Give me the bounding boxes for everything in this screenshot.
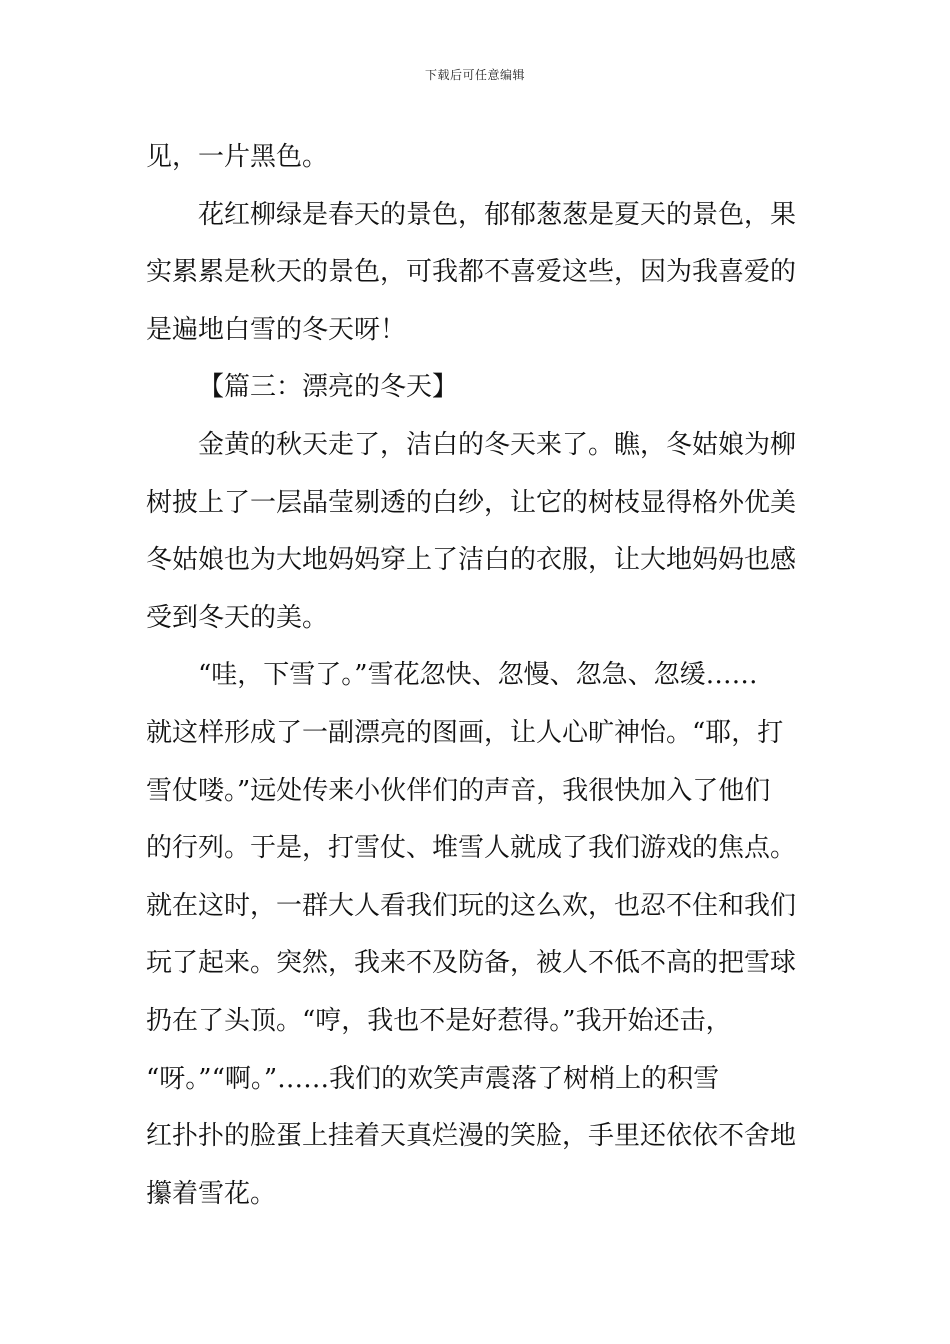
text-line: 扔在了头顶。“哼，我也不是好惹得。”我开始还击， (146, 1005, 732, 1036)
text-line: 是遍地白雪的冬天呀！ (146, 314, 407, 345)
article-body (146, 129, 808, 1223)
text-line: 见，一片黑色。 (146, 142, 329, 172)
text-line: 树披上了一层晶莹剔透的白纱，让它的树枝显得格外优美 (146, 487, 797, 518)
text-line: 红扑扑的脸蛋上挂着天真烂漫的笑脸，手里还依依不舍地 (146, 1121, 797, 1152)
text-line: “哇，下雪了。”雪花忽快、忽慢、忽急、忽缓…… (198, 660, 758, 691)
text-line: 攥着雪花。 (146, 1178, 277, 1209)
text-line: 雪仗喽。”远处传来小伙伴们的声音，我很快加入了他们 (146, 775, 771, 806)
text-line: 金黄的秋天走了，洁白的冬天来了。瞧，冬姑娘为柳 (198, 429, 797, 460)
text-line: 玩了起来。突然，我来不及防备，被人不低不高的把雪球 (146, 948, 797, 979)
text-line: 就这样形成了一副漂亮的图画，让人心旷神怡。“耶，打 (146, 717, 784, 748)
text-line: 就在这时，一群大人看我们玩的这么欢，也忍不住和我们 (146, 890, 797, 921)
text-line: 冬姑娘也为大地妈妈穿上了洁白的衣服，让大地妈妈也感 (146, 545, 797, 576)
section-heading: 【篇三：漂亮的冬天】 (198, 372, 459, 403)
text-line: 的行列。于是，打雪仗、堆雪人就成了我们游戏的焦点。 (146, 833, 797, 864)
text-line: “呀。”“啊。”……我们的欢笑声震落了树梢上的积雪 (146, 1063, 720, 1094)
page-header: 下载后可任意编辑 (424, 68, 525, 82)
text-line: 花红柳绿是春天的景色，郁郁葱葱是夏天的景色，果 (198, 199, 797, 230)
text-line: 受到冬天的美。 (146, 602, 329, 633)
text-line: 实累累是秋天的景色，可我都不喜爱这些，因为我喜爱的 (146, 257, 797, 288)
